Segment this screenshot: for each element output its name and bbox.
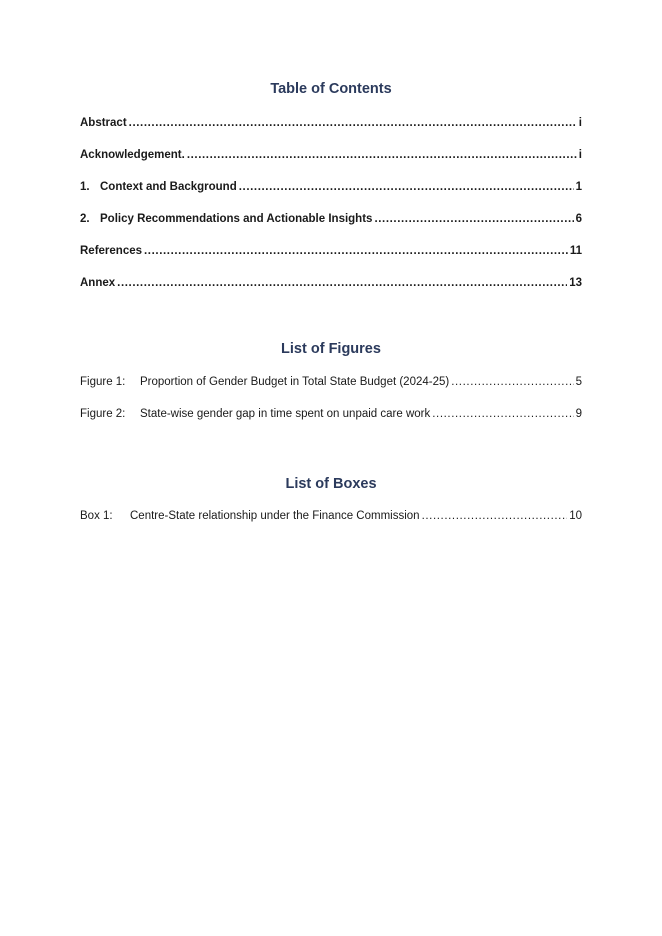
toc-entry-page: i xyxy=(578,117,582,129)
dot-leader xyxy=(117,275,567,291)
toc-entry-page: 13 xyxy=(569,277,582,289)
box-entry-label: Centre-State relationship under the Finance Commission xyxy=(130,510,420,522)
toc-entry-number: 2. xyxy=(80,213,90,225)
toc-entry-page: 1 xyxy=(575,181,582,193)
figure-entry-page: 9 xyxy=(575,408,582,420)
toc-title: Table of Contents xyxy=(270,81,392,97)
toc-entry-label: Acknowledgement. xyxy=(80,149,185,161)
dot-leader xyxy=(239,179,574,195)
toc-entry-page: 11 xyxy=(569,245,582,257)
figure-entry-number: Figure 2: xyxy=(80,408,126,420)
toc-entry-number: 1. xyxy=(80,181,90,193)
box-entry-page: 10 xyxy=(569,510,582,522)
toc-entry-label: Policy Recommendations and Actionable Insights xyxy=(100,213,373,225)
dot-leader xyxy=(129,115,577,131)
toc-entry-references[interactable] xyxy=(80,243,582,259)
toc-entry-policy[interactable] xyxy=(80,211,582,227)
dot-leader xyxy=(422,508,568,524)
toc-entry-acknowledgement[interactable] xyxy=(80,147,582,163)
toc-entry-page: 6 xyxy=(575,213,582,225)
dot-leader xyxy=(374,211,573,227)
dot-leader xyxy=(432,406,573,422)
toc-entry-label: Annex xyxy=(80,277,116,289)
dot-leader xyxy=(144,243,568,259)
toc-entry-annex[interactable] xyxy=(80,275,582,291)
figure-entry-2[interactable] xyxy=(80,406,582,422)
figure-entry-label: Proportion of Gender Budget in Total State Budget (2024-25) xyxy=(140,376,450,388)
dot-leader xyxy=(451,374,573,390)
toc-entry-label: Context and Background xyxy=(100,181,237,193)
toc-entry-abstract[interactable] xyxy=(80,115,582,131)
figure-entry-number: Figure 1: xyxy=(80,376,126,388)
box-entry-1[interactable] xyxy=(80,508,582,524)
toc-entry-context[interactable] xyxy=(80,179,582,195)
boxes-title: List of Boxes xyxy=(285,476,377,492)
figure-entry-1[interactable] xyxy=(80,374,582,390)
box-entry-number: Box 1: xyxy=(80,510,113,522)
toc-entry-page: i xyxy=(578,149,582,161)
figure-entry-page: 5 xyxy=(575,376,582,388)
toc-entry-label: References xyxy=(80,245,143,257)
toc-entry-label: Abstract xyxy=(80,117,127,129)
figures-title: List of Figures xyxy=(281,341,381,357)
figure-entry-label: State-wise gender gap in time spent on unpaid care work xyxy=(140,408,431,420)
dot-leader xyxy=(187,147,577,163)
